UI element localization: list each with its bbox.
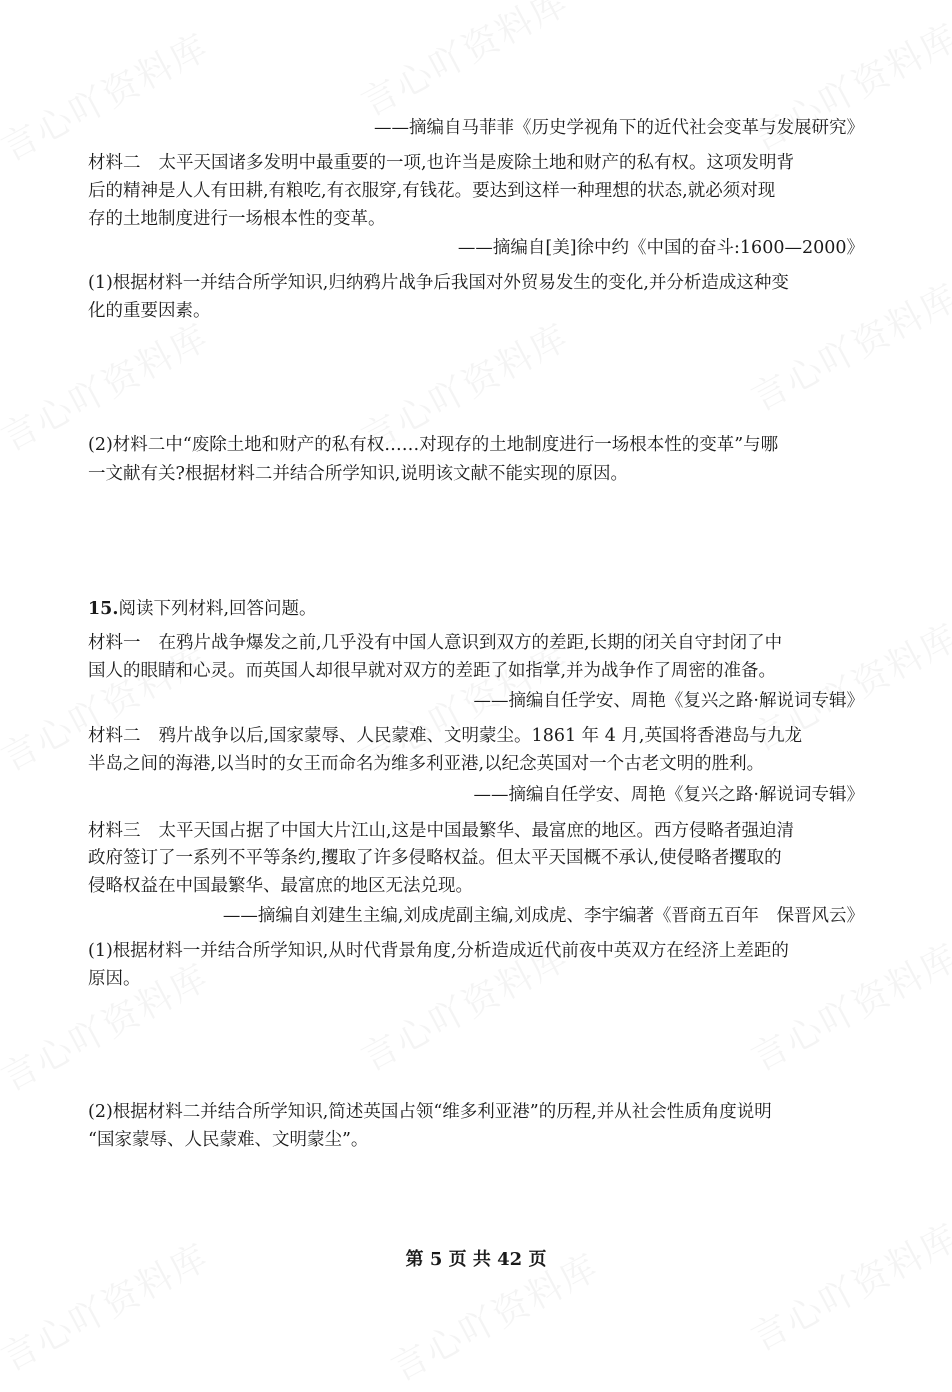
q15-material2-text: 鸦片战争以后,国家蒙辱、人民蒙难、文明蒙尘。1861 年 4 月,英国将香港岛与九龙 bbox=[158, 726, 802, 746]
material2-line2: 后的精神是人人有田耕,有粮吃,有衣服穿,有钱花。要达到这样一种理想的状态,就必须对现 bbox=[88, 181, 776, 201]
q15-material1-line2: 国人的眼睛和心灵。而英国人却很早就对双方的差距了如指掌,并为战争作了周密的准备。 bbox=[88, 661, 777, 681]
q15-material3-line1 bbox=[88, 818, 864, 844]
q15-material3-label: 材料三 bbox=[88, 821, 141, 841]
q15-material2-line1 bbox=[88, 723, 864, 749]
page-number: 第 5 页 共 42 页 bbox=[405, 1249, 547, 1270]
question1-line1: (1)根据材料一并结合所学知识,归纳鸦片战争后我国对外贸易发生的变化,并分析造成这种变 bbox=[88, 273, 789, 293]
q15-material1-text: 在鸦片战争爆发之前,几乎没有中国人意识到双方的差距,长期的闭关自守封闭了中 bbox=[158, 633, 783, 653]
q15-material2-line2: 半岛之间的海港,以当时的女王而命名为维多利亚港,以纪念英国对一个古老文明的胜利。 bbox=[88, 754, 765, 774]
question1-line2: 化的重要因素。 bbox=[88, 301, 211, 321]
watermark bbox=[0, 19, 217, 171]
material1-source: ——摘编自马菲菲《历史学视角下的近代社会变革与发展研究》 bbox=[374, 118, 864, 138]
q15-material2-source: ——摘编自任学安、周艳《复兴之路·解说词专辑》 bbox=[473, 785, 864, 805]
q15-question2-line2: “国家蒙辱、人民蒙难、文明蒙尘”。 bbox=[88, 1130, 369, 1150]
q15-material3-text: 太平天国占据了中国大片江山,这是中国最繁华、最富庶的地区。西方侵略者强迫清 bbox=[158, 821, 795, 841]
material2-text: 太平天国诸多发明中最重要的一项,也许当是废除土地和财产的私有权。这项发明背 bbox=[158, 153, 795, 173]
question15-header bbox=[88, 596, 864, 622]
q15-material3-line2: 政府签订了一系列不平等条约,攫取了许多侵略权益。但太平天国概不承认,使侵略者攫取的 bbox=[88, 848, 782, 868]
question2-line2: 一文献有关?根据材料二并结合所学知识,说明该文献不能实现的原因。 bbox=[88, 464, 628, 484]
q15-material1-line1 bbox=[88, 630, 864, 656]
q15-material1-source: ——摘编自任学安、周艳《复兴之路·解说词专辑》 bbox=[473, 691, 864, 711]
question2-line1: (2)材料二中“废除土地和财产的私有权……对现存的土地制度进行一场根本性的变革”与哪 bbox=[88, 435, 779, 455]
question15-prompt: 阅读下列材料,回答问题。 bbox=[118, 599, 317, 619]
question15-number: 15. bbox=[88, 599, 119, 619]
q15-material3-source: ——摘编自刘建生主编,刘成虎副主编,刘成虎、李宇编著《晋商五百年 保晋风云》 bbox=[222, 906, 864, 926]
watermark bbox=[351, 0, 576, 127]
material2-line3: 存的土地制度进行一场根本性的变革。 bbox=[88, 209, 386, 229]
q15-material3-line3: 侵略权益在中国最繁华、最富庶的地区无法兑现。 bbox=[88, 876, 473, 896]
q15-material1-label: 材料一 bbox=[88, 633, 141, 653]
material2-label: 材料二 bbox=[88, 153, 141, 173]
watermark bbox=[741, 1209, 952, 1361]
q15-question1-line2: 原因。 bbox=[88, 969, 141, 989]
q15-material2-label: 材料二 bbox=[88, 726, 141, 746]
q15-question2-line1: (2)根据材料二并结合所学知识,简述英国占领“维多利亚港”的历程,并从社会性质角度说明 bbox=[88, 1102, 772, 1122]
material2-source: ——摘编自[美]徐中约《中国的奋斗:1600—2000》 bbox=[457, 238, 864, 258]
q15-question1-line1: (1)根据材料一并结合所学知识,从时代背景角度,分析造成近代前夜中英双方在经济上差距的 bbox=[88, 941, 789, 961]
material2-line1 bbox=[88, 150, 864, 176]
